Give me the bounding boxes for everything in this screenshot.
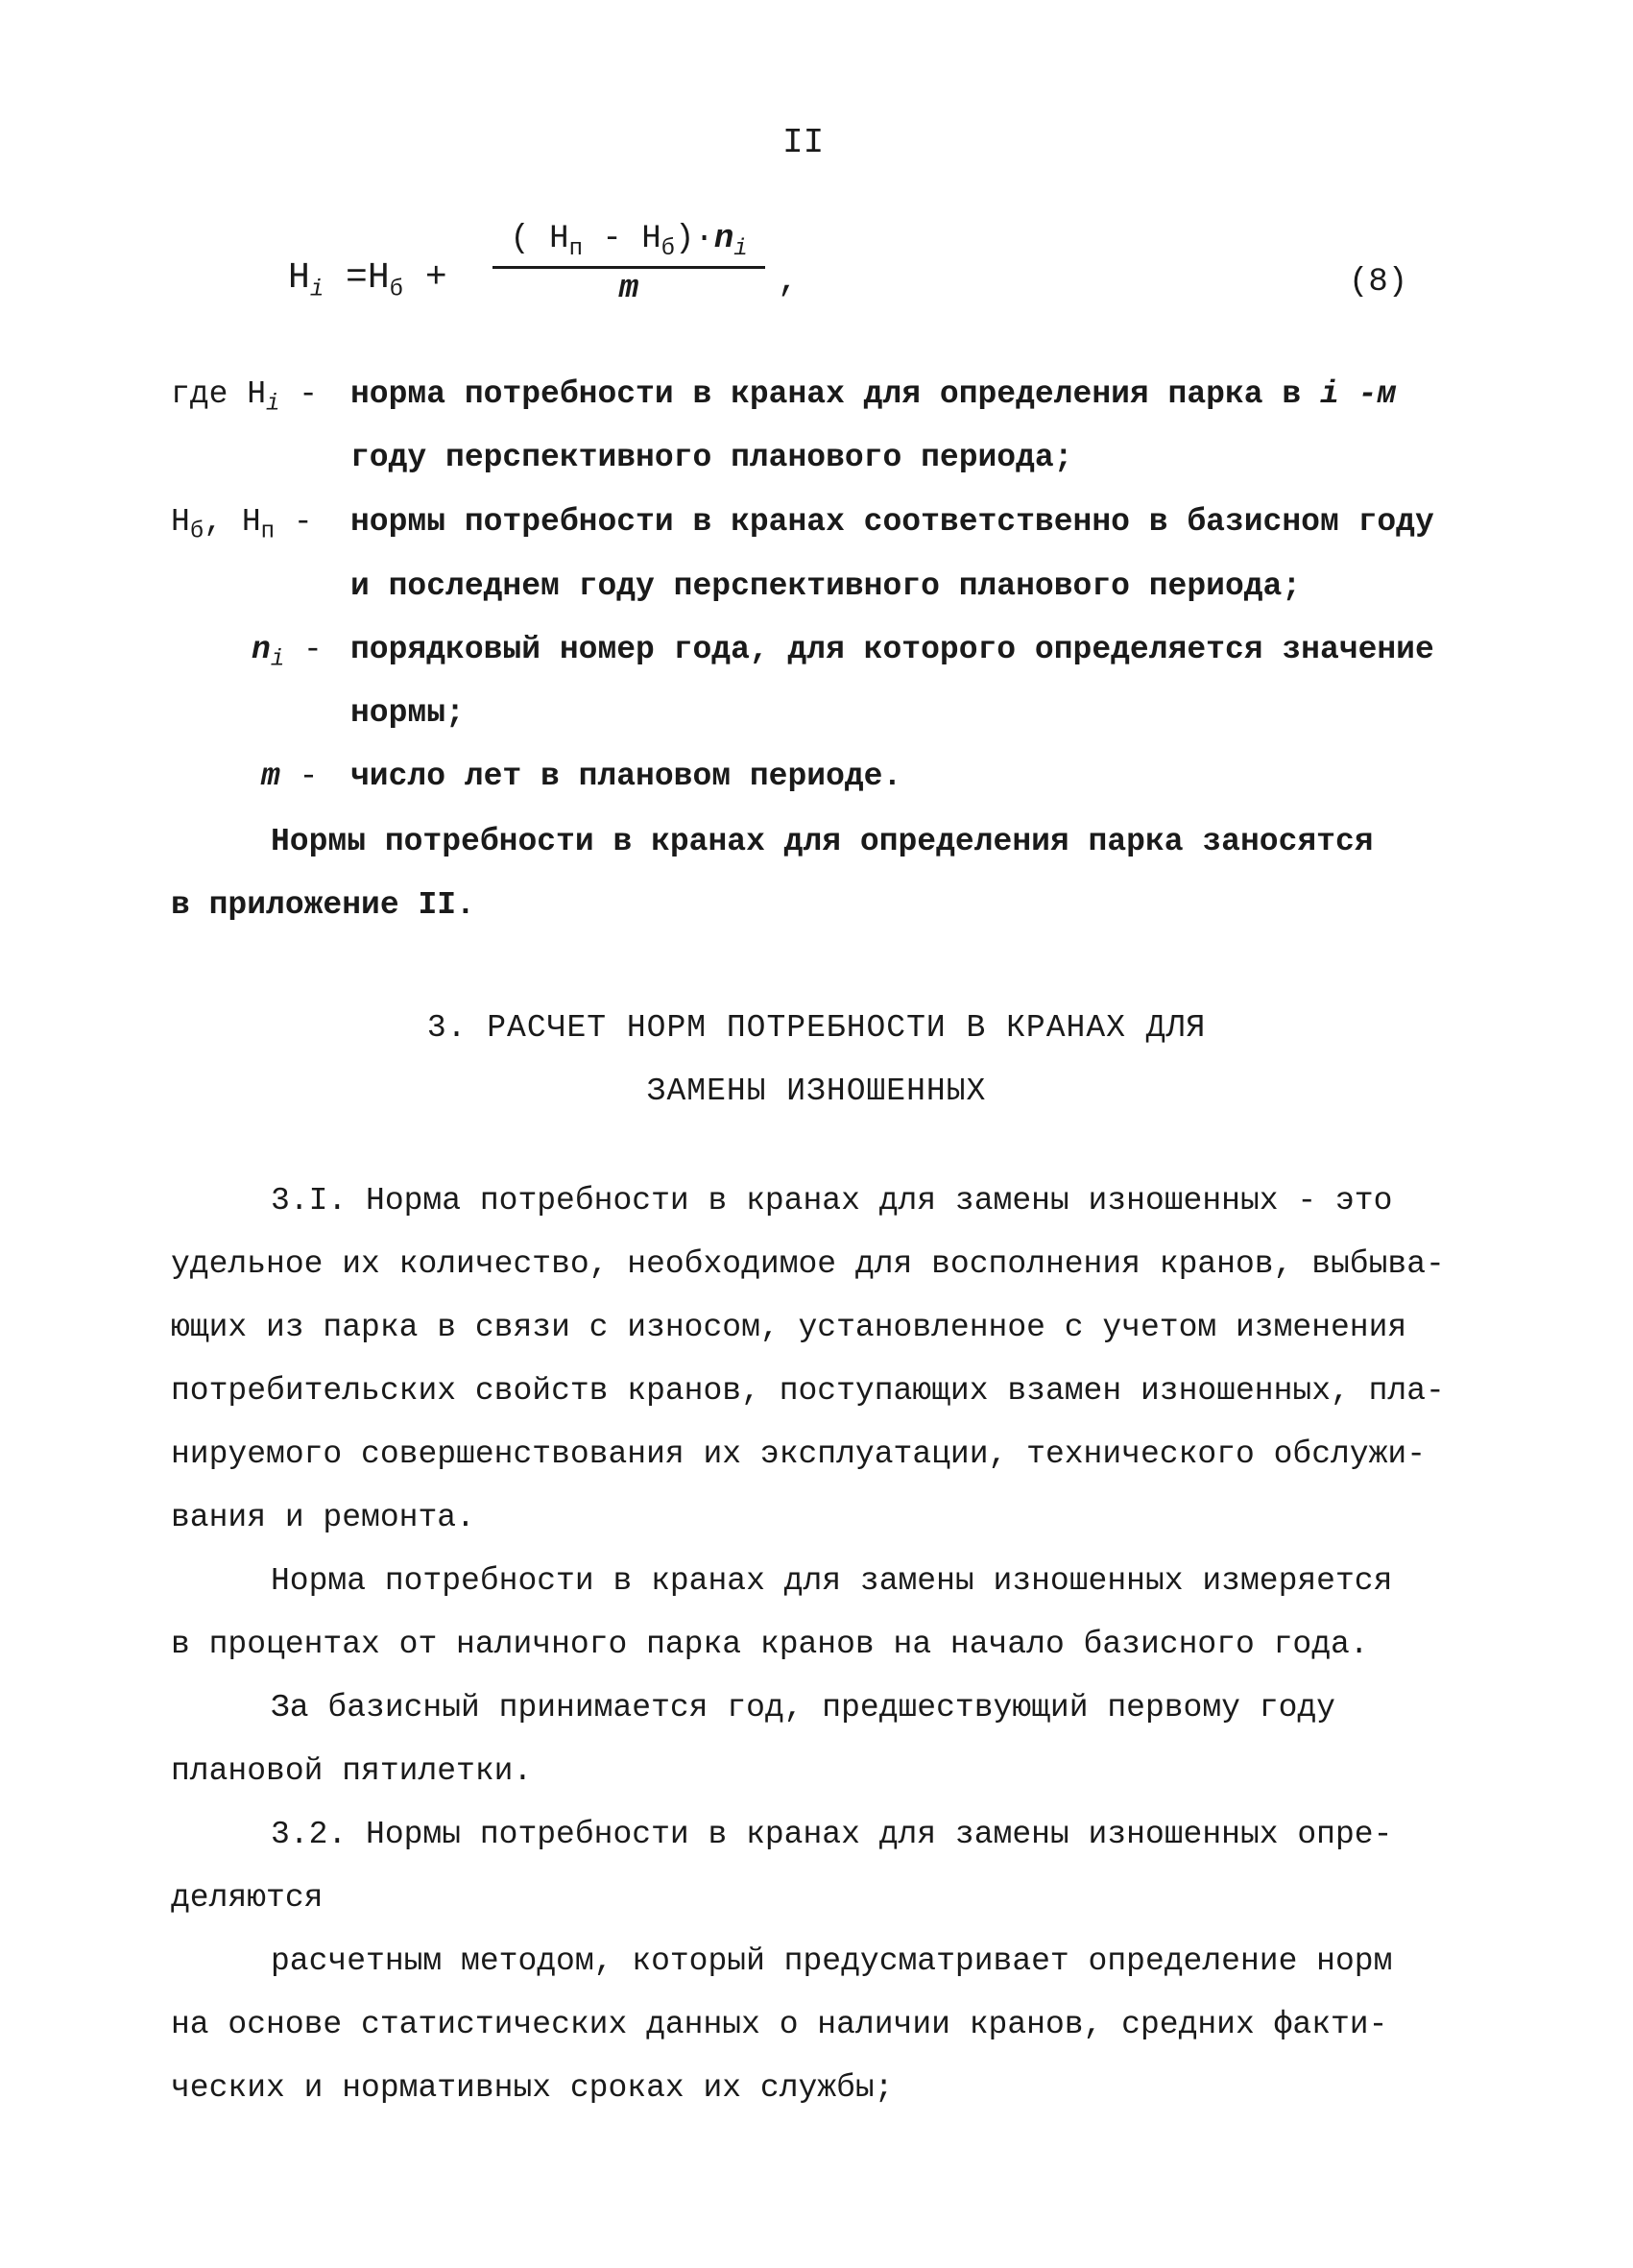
num-var-sub: i: [733, 235, 748, 262]
def2-dash: -: [293, 504, 313, 540]
p-method-line3: ческих и нормативных сроках их службы;: [171, 2070, 894, 2106]
fraction-bar: [492, 266, 765, 269]
p31-line1: 3.I. Норма потребности в кранах для замены изношенных - это: [271, 1183, 1393, 1218]
formula-numerator: [485, 221, 773, 262]
num-var: n: [713, 221, 734, 257]
def3-prefix: n: [252, 632, 271, 667]
def4-line1: число лет в плановом периоде.: [350, 759, 902, 794]
def3-line1: порядковый номер года, для которого определяется значение: [350, 632, 1434, 667]
def3-prefix-sub: i: [270, 646, 285, 673]
section-heading-line2: ЗАМЕНЫ ИЗНОШЕННЫХ: [646, 1074, 987, 1109]
num-part-1: ( Н: [510, 221, 569, 257]
equation-number: (8): [1349, 264, 1408, 301]
formula-eq: =Н: [346, 257, 390, 299]
def2-prefix2: , Н: [204, 504, 261, 540]
def1-line1-text: норма потребности в кранах для определения парка в: [350, 376, 1302, 412]
def4-prefix: m: [261, 759, 280, 794]
p31-line2: удельное их количество, необходимое для восполнения кранов, выбыва-: [171, 1246, 1445, 1282]
formula-plus: +: [424, 257, 447, 299]
def3-line2: нормы;: [350, 695, 465, 731]
section-heading-line1: 3. РАСЧЕТ НОРМ ПОТРЕБНОСТИ В КРАНАХ ДЛЯ: [426, 1010, 1207, 1046]
def4-symbol: [261, 759, 318, 794]
def2-prefix2-sub: п: [260, 519, 276, 545]
p-measure-line1: Норма потребности в кранах для замены изношенных измеряется: [271, 1563, 1393, 1599]
def4-dash: -: [299, 759, 319, 794]
formula-denominator: m: [618, 270, 639, 307]
after-defs-line2: в приложение II.: [171, 887, 475, 923]
after-defs-line1: Нормы потребности в кранах для определения парка заносятся: [271, 824, 1374, 859]
p-base-line1: За базисный принимается год, предшествующий первому году: [271, 1690, 1335, 1725]
formula-lhs: [288, 257, 447, 303]
def3-symbol: [252, 632, 323, 673]
formula-fraction: [485, 221, 773, 307]
p31-line6: вания и ремонта.: [171, 1500, 475, 1535]
p-base-line2: плановой пятилетки.: [171, 1753, 533, 1789]
def1-dash: -: [299, 376, 319, 412]
num-part-2: - Н: [582, 221, 661, 257]
p-measure-line2: в процентах от наличного парка кранов на начало базисного года.: [171, 1627, 1369, 1662]
p32-line1: 3.2. Нормы потребности в кранах для замены изношенных опре-: [271, 1817, 1393, 1852]
def3-dash: -: [303, 632, 323, 667]
num-part-3: )·: [675, 221, 714, 257]
def2-prefix: Н: [171, 504, 190, 540]
def1-tail: i -м: [1319, 376, 1397, 412]
p-method-line2: на основе статистических данных о наличии кранов, средних факти-: [171, 2007, 1388, 2042]
p-method-line1: расчетным методом, который предусматривает определение норм: [271, 1943, 1393, 1979]
formula-lhs-symbol: Н: [288, 257, 310, 299]
page-number: II: [782, 123, 825, 162]
p32-line2: деляются: [171, 1880, 324, 1916]
formula-lhs-sub: i: [309, 277, 324, 303]
p31-line3: ющих из парка в связи с износом, установленное с учетом изменения: [171, 1310, 1407, 1345]
p31-line5: нируемого совершенствования их эксплуатации, технического обслужи-: [171, 1436, 1427, 1472]
def2-prefix-sub: б: [189, 519, 204, 545]
def2-line1: нормы потребности в кранах соответственно в базисном году: [350, 504, 1434, 540]
def2-symbol: [171, 504, 313, 545]
def1-line2: году перспективного планового периода;: [350, 440, 1073, 475]
def1-symbol: [171, 376, 318, 418]
formula-comma: ,: [778, 261, 799, 301]
def2-line2: и последнем году перспективного планового периода;: [350, 568, 1302, 604]
formula-eq-sub: б: [389, 277, 404, 303]
def1-line1: [350, 376, 1396, 412]
def1-prefix: где Н: [171, 376, 267, 412]
def1-prefix-sub: i: [266, 391, 280, 418]
p31-line4: потребительских свойств кранов, поступающих взамен изношенных, пла-: [171, 1373, 1445, 1409]
num-sub-1: п: [568, 235, 583, 262]
num-sub-2: б: [660, 235, 676, 262]
